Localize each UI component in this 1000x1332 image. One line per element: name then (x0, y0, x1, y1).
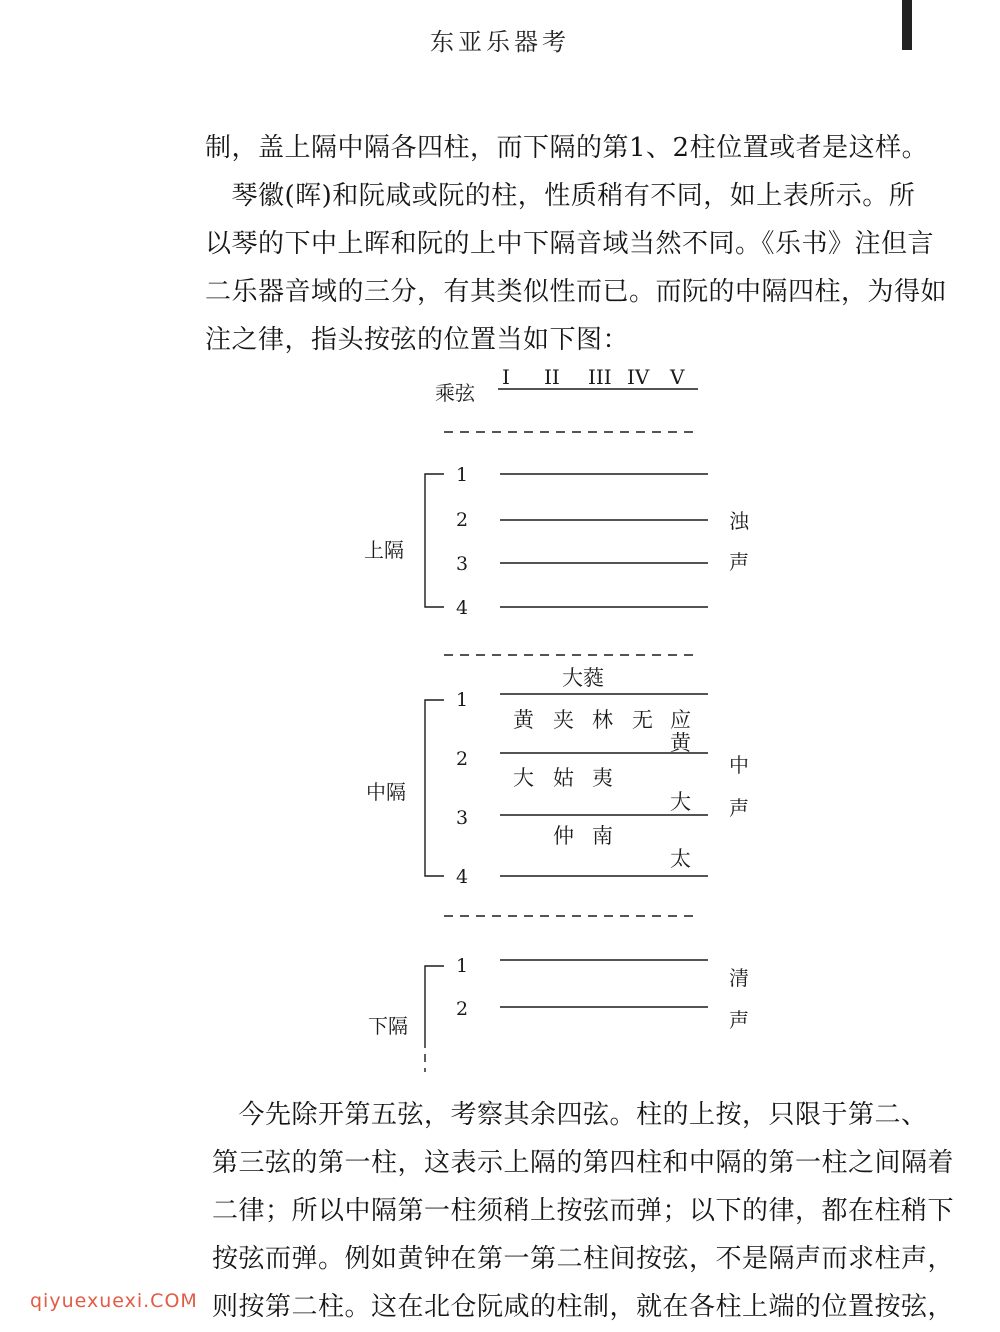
fret-number: 4 (456, 866, 469, 888)
note-label: 大 (670, 790, 691, 814)
note-label: 太 (670, 847, 691, 871)
text-line: 按弦而弹。例如黄钟在第一第二柱间按弦，不是隔声而求柱声， (212, 1244, 955, 1274)
string-label-4: IV (627, 365, 650, 389)
note-label: 大蕤 (562, 666, 604, 690)
text-line: 二乐器音域的三分，有其类似性而已。而阮的中隔四柱，为得如 (205, 277, 948, 307)
note-label: 无 (632, 708, 653, 732)
fret-number: 2 (456, 509, 469, 531)
text-line: 则按第二柱。这在北仓阮咸的柱制，就在各柱上端的位置按弦， (212, 1292, 955, 1322)
fret-number: 2 (456, 748, 469, 770)
note-label: 夹 (553, 708, 574, 732)
running-header: 东亚乐器考 (430, 28, 570, 56)
text-line: 制，盖上隔中隔各四柱，而下隔的第1、2柱位置或者是这样。 (205, 133, 929, 163)
note-label: 黄 (513, 708, 534, 732)
note-label: 黄 (670, 731, 691, 755)
fret-number: 1 (456, 955, 469, 977)
note-label: 仲 (553, 824, 574, 848)
bracket-lower (425, 966, 444, 1040)
section-label-lower: 下隔 (368, 1014, 408, 1038)
register-label: 清 (729, 966, 749, 990)
text-line: 以琴的下中上晖和阮的上中下隔音域当然不同。《乐书》注但言 (205, 229, 935, 259)
register-label: 浊 (729, 509, 749, 533)
note-label: 大 (513, 766, 534, 790)
text-line: 今先除开第五弦，考察其余四弦。柱的上按，只限于第二、 (212, 1100, 928, 1130)
fret-number: 2 (456, 998, 469, 1020)
string-label: 乘弦 (435, 381, 475, 405)
text-line: 第三弦的第一柱，这表示上隔的第四柱和中隔的第一柱之间隔着 (212, 1148, 955, 1178)
register-label: 声 (729, 1008, 749, 1032)
fret-number: 3 (456, 553, 469, 575)
fret-number: 1 (456, 689, 469, 711)
fret-number: 4 (456, 597, 469, 619)
bracket-middle (425, 700, 444, 876)
site-watermark: qiyuexuexi.COM (30, 1290, 198, 1312)
fret-number: 3 (456, 807, 469, 829)
note-label: 姑 (553, 766, 574, 790)
note-label: 林 (592, 708, 613, 732)
register-label: 声 (729, 550, 749, 574)
register-label: 声 (729, 796, 749, 820)
section-label-upper: 上隔 (364, 538, 404, 562)
string-label-3: III (588, 365, 612, 389)
text-line: 琴徽(晖)和阮咸或阮的柱，性质稍有不同，如上表所示。所 (205, 181, 916, 211)
string-label-1: I (502, 365, 510, 389)
section-label-middle: 中隔 (366, 780, 406, 804)
fret-number: 1 (456, 464, 469, 486)
note-label: 夷 (592, 766, 613, 790)
note-label: 南 (592, 824, 613, 848)
string-label-2: II (544, 365, 560, 389)
text-line: 注之律，指头按弦的位置当如下图： (205, 325, 630, 355)
bracket-upper (425, 474, 444, 607)
text-line: 二律；所以中隔第一柱须稍上按弦而弹；以下的律，都在柱稍下 (212, 1196, 955, 1226)
string-label-5: V (670, 365, 685, 389)
register-label: 中 (729, 753, 749, 777)
note-label: 应 (670, 708, 691, 732)
